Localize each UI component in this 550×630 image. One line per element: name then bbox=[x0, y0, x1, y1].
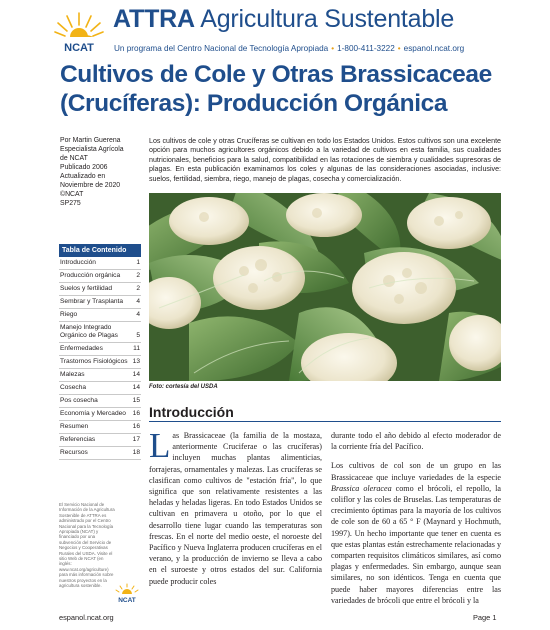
table-of-contents bbox=[59, 244, 141, 460]
toc-item-page: 2 bbox=[136, 285, 140, 292]
toc-item-label: Resumen bbox=[60, 423, 89, 430]
toc-item-page: 11 bbox=[133, 345, 140, 352]
toc-item-label: Economía y Mercadeo bbox=[60, 410, 126, 417]
section-title: Introducción bbox=[149, 404, 234, 420]
ncat-sun-logo bbox=[52, 10, 106, 54]
toc-item-label: Referencias bbox=[60, 436, 96, 443]
toc-item-label: Malezas bbox=[60, 371, 85, 378]
photo-credit: Foto: cortesía del USDA bbox=[149, 384, 218, 390]
section-divider bbox=[149, 421, 501, 422]
toc-item-page: 16 bbox=[132, 410, 140, 417]
toc-item-page: 17 bbox=[132, 436, 140, 443]
toc-item-label: Manejo Integrado Orgánico de Plagas bbox=[60, 324, 118, 339]
toc-item-referencias[interactable] bbox=[59, 434, 141, 447]
toc-item-label: Cosecha bbox=[60, 384, 87, 391]
meta-line: Por Martin Guerena bbox=[60, 137, 121, 144]
toc-item-label: Riego bbox=[60, 311, 78, 318]
author-meta bbox=[60, 136, 142, 208]
drop-cap: L bbox=[149, 426, 171, 465]
brand-light: Agricultura Sustentable bbox=[200, 5, 455, 33]
paragraph-text: como el brócoli, el repollo, la coliflor y las coles de Bruselas. Las temperaturas de crecimiento óptimas para la mayoría de los cultivos de cole son de 60 a 65 ° F (Maynard y Hochmuth, 1997). Un hecho importante que tener en cuenta es que estas plantas están estrechamente relacionadas y comparten requisitos climáticos similares, así como plagas y enfermedades. Sin embargo, aunque sean similares, no son idénticos. Tenga en cuenta que puede haber mayores diferencias entre las variedades de brócoli que entre el brócoli y la bbox=[331, 483, 501, 605]
toc-item-trastornos[interactable] bbox=[59, 356, 141, 369]
toc-item-page: 1 bbox=[136, 259, 140, 266]
toc-item-economia[interactable] bbox=[59, 408, 141, 421]
toc-item-page: 5 bbox=[136, 332, 140, 339]
toc-item-resumen[interactable] bbox=[59, 421, 141, 434]
toc-item-sembrar[interactable] bbox=[59, 296, 141, 309]
toc-item-label: Suelos y fertilidad bbox=[60, 285, 113, 292]
toc-item-label: Pos cosecha bbox=[60, 397, 98, 404]
brand-subline: Un programa del Centro Nacional de Tecnología Apropiada • 1-800-411-3222 • espanol.ncat.org bbox=[114, 44, 465, 53]
abstract-paragraph: Los cultivos de cole y otras Crucíferas se cultivan en todo los Estados Unidos. Estos cultivos son una excelente opción para muchos agricultores orgánicos debido a la variedad de cultivos en esta familia, sus cualidades nutricionales, beneficios para la salud, compatibilidad en las rotaciones de siembra y cualidades supresoras de plagas. En esta publicación examinamos los coles y algunas de las consideraciones asociadas, inclusive: suelos, fertilidad, siembra, riego, manejo de plagas, cosecha y comercialización. bbox=[149, 137, 501, 183]
toc-item-pos-cosecha[interactable] bbox=[59, 395, 141, 408]
toc-item-recursos[interactable] bbox=[59, 447, 141, 460]
toc-item-page: 13 bbox=[132, 358, 140, 365]
species-name: Brassica oleracea bbox=[331, 483, 392, 493]
footer-website[interactable]: espanol.ncat.org bbox=[59, 613, 114, 622]
program-text: Un programa del Centro Nacional de Tecnología Apropiada bbox=[114, 44, 329, 53]
meta-line: SP275 bbox=[60, 200, 81, 207]
ncat-small-logo bbox=[113, 583, 141, 603]
toc-item-enfermedades[interactable] bbox=[59, 343, 141, 356]
toc-item-label: Enfermedades bbox=[60, 345, 103, 352]
toc-item-label: Introducción bbox=[60, 259, 96, 266]
toc-heading: Tabla de Contenido bbox=[59, 244, 141, 257]
small-logo-text: NCAT bbox=[118, 597, 136, 603]
website-link[interactable]: espanol.ncat.org bbox=[403, 44, 465, 53]
toc-item-page: 18 bbox=[132, 449, 140, 456]
paragraph bbox=[331, 460, 501, 606]
body-column-left bbox=[149, 426, 322, 587]
toc-item-page: 4 bbox=[136, 298, 140, 305]
toc-item-produccion-organica[interactable] bbox=[59, 270, 141, 283]
logo-text: NCAT bbox=[64, 42, 94, 54]
paragraph-text: as Brassicaceae (la familia de la mostaza, anteriormente Cruciferae o las crucíferas) incluyen muchas plantas alimenticias, forrajeras, ornamentales y malezas. Las crucíferas se clasifican como cultivos de "estación fría", lo que significa que son relativamente resistentes a las heladas y heladas ligeras. En todo Estados Unidos se cultivan en primavera u otoño, por lo que el desarrollo tiene lugar cuando las temperaturas son frescas. En el norte del medio oeste, el noroeste del Pacífico y Nueva Inglaterra producen crucíferas en el verano, y la producción de invierno se lleva a cabo en el suroeste y otros estados del sur. California puede producir coles bbox=[149, 431, 322, 586]
brand-title bbox=[113, 5, 454, 34]
toc-item-page: 16 bbox=[132, 423, 140, 430]
meta-line: Especialista Agrícola bbox=[60, 146, 124, 153]
toc-item-page: 15 bbox=[132, 397, 140, 404]
cauliflower-illustration bbox=[149, 193, 501, 381]
toc-item-label: Producción orgánica bbox=[60, 272, 121, 279]
toc-item-page: 14 bbox=[132, 371, 140, 378]
toc-item-malezas[interactable] bbox=[59, 369, 141, 382]
paragraph-text: durante todo el año debido al efecto moderador de la corriente fría del Pacífico. bbox=[331, 431, 501, 452]
toc-item-manejo-plagas[interactable] bbox=[59, 322, 141, 343]
toc-item-introduccion[interactable] bbox=[59, 257, 141, 270]
meta-line: de NCAT bbox=[60, 155, 88, 162]
page-title: Cultivos de Cole y Otras Brassicaceae (Crucíferas): Producción Orgánica bbox=[60, 61, 492, 117]
phone-number: 1-800-411-3222 bbox=[337, 44, 395, 53]
toc-item-cosecha[interactable] bbox=[59, 382, 141, 395]
page-number: Page 1 bbox=[473, 613, 497, 622]
toc-item-page: 4 bbox=[136, 311, 140, 318]
brand-bold: ATTRA bbox=[113, 5, 195, 33]
toc-item-label: Recursos bbox=[60, 449, 88, 456]
meta-line: Noviembre de 2020 bbox=[60, 182, 121, 189]
toc-item-riego[interactable] bbox=[59, 309, 141, 322]
meta-line: Publicado 2006 bbox=[60, 164, 108, 171]
body-column-right bbox=[331, 430, 501, 606]
toc-item-label: Sembrar y Trasplanta bbox=[60, 298, 124, 305]
meta-line: Actualizado en bbox=[60, 173, 106, 180]
toc-item-label: Trastornos Fisiológicos bbox=[60, 358, 128, 365]
page-header bbox=[0, 0, 550, 62]
ncat-program-note: El Servicio Nacional de Información de la Agricultura Sostenible de ATTRA es administrado por el Centro Nacional para la Tecnología Apropiada (NCAT) y financiado por una subvención del Servicio de Negocios y Cooperativas Rurales del USDA. Visite el sitio Web de NCAT (en inglés: www.ncat.org/agriculture) para más información sobre nuestros proyectos en la agricultura sostenible. bbox=[59, 502, 115, 589]
meta-line: ©NCAT bbox=[60, 191, 84, 198]
toc-item-page: 2 bbox=[136, 272, 140, 279]
paragraph-text: Los cultivos de col son de un grupo en las Brassicaceae que incluye variedades de la especie bbox=[331, 461, 501, 482]
toc-item-page: 14 bbox=[132, 384, 140, 391]
cauliflower-photo bbox=[149, 193, 501, 381]
toc-item-suelos[interactable] bbox=[59, 283, 141, 296]
